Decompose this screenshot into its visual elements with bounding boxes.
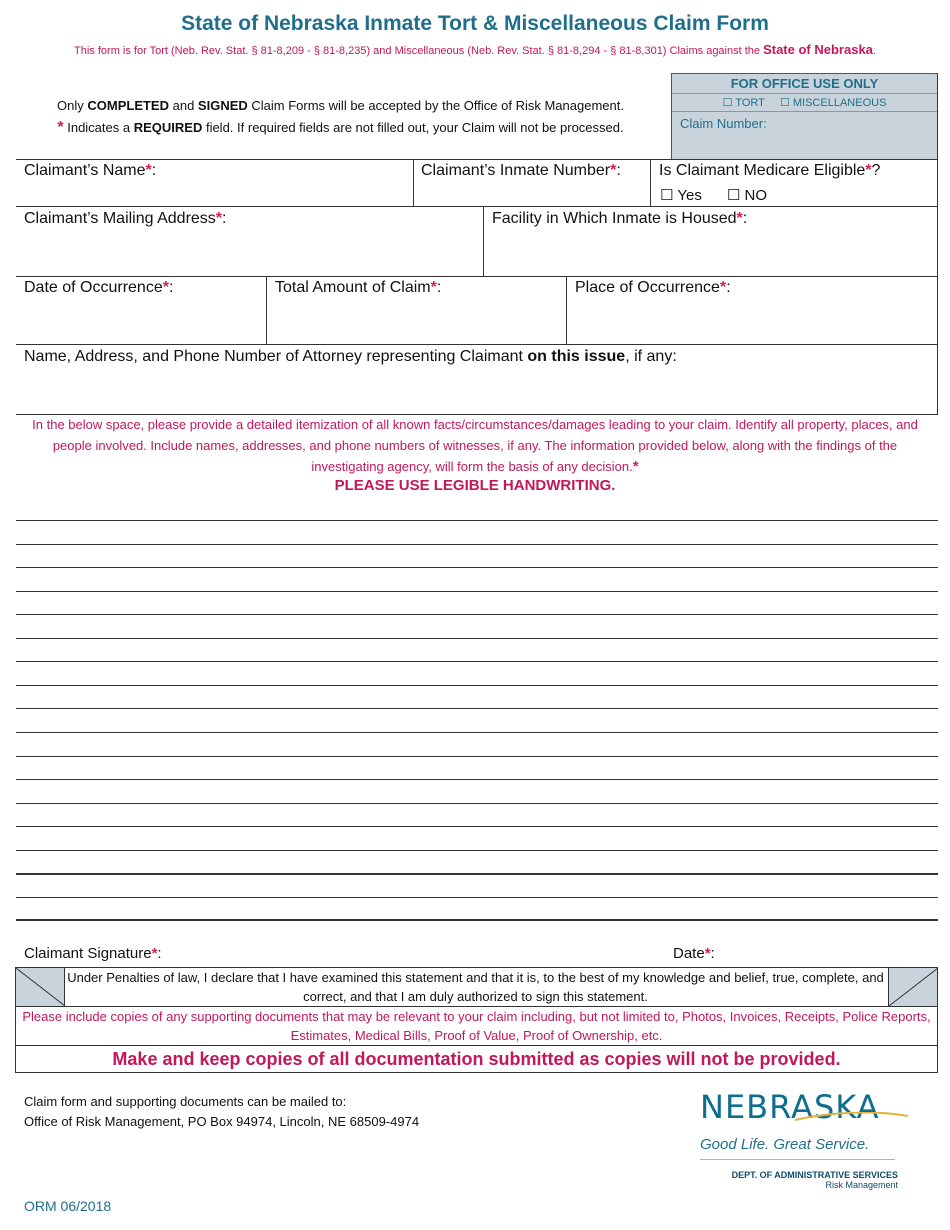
required-star: * — [215, 210, 223, 227]
medicare-no-label: NO — [744, 187, 767, 204]
writing-line — [16, 591, 938, 592]
notice-completed: COMPLETED — [87, 98, 169, 113]
medicare-yes-label: Yes — [677, 187, 702, 204]
writing-line — [16, 567, 938, 568]
diagonal-right-icon — [889, 968, 938, 1006]
writing-line — [16, 919, 938, 921]
logo-swoosh-icon — [700, 1112, 910, 1122]
writing-line — [16, 661, 938, 662]
facility-field[interactable] — [492, 210, 747, 228]
total-amount-label: Total Amount of Claim — [275, 279, 431, 296]
form-subtitle — [0, 42, 950, 57]
writing-line — [16, 873, 938, 875]
medicare-field — [659, 162, 880, 180]
mailing-address-label: Claimant’s Mailing Address — [24, 210, 216, 227]
required-star: * — [430, 279, 437, 296]
writing-line — [16, 850, 938, 851]
attorney-label: Name, Address, and Phone Number of Attorney representing Claimant — [24, 348, 528, 365]
writing-line — [16, 614, 938, 615]
field-colon: : — [710, 945, 715, 962]
diagonal-left-icon — [16, 968, 65, 1006]
logo-divider — [700, 1159, 895, 1160]
total-amount-field[interactable] — [275, 279, 441, 297]
facility-label: Facility in Which Inmate is Housed — [492, 210, 737, 227]
grid-line — [566, 276, 567, 345]
claimant-name-label: Claimant’s Name — [24, 162, 146, 179]
logo-tagline: Good Life. Great Service. — [700, 1136, 870, 1153]
field-colon: : — [151, 162, 157, 179]
field-colon: : — [726, 279, 731, 296]
claimant-name-field[interactable] — [24, 162, 156, 180]
tort-checkbox[interactable]: ☐ — [722, 97, 733, 109]
required-star: * — [736, 210, 743, 227]
itemization-instructions — [20, 414, 930, 477]
tort-label: TORT — [735, 97, 765, 109]
office-use-box — [671, 73, 938, 160]
required-star: * — [145, 162, 152, 179]
legible-handwriting-note: PLEASE USE LEGIBLE HANDWRITING. — [334, 477, 616, 494]
medicare-no-checkbox[interactable]: ☐ — [726, 187, 741, 204]
field-colon: : — [742, 210, 748, 227]
medicare-question-mark: ? — [871, 162, 881, 179]
attorney-suffix: , if any: — [625, 348, 677, 365]
signature-field[interactable] — [24, 945, 162, 962]
misc-label: MISCELLANEOUS — [792, 97, 887, 109]
mailing-line: Claim form and supporting documents can be mailed to: — [24, 1094, 347, 1109]
required-star: * — [610, 162, 617, 179]
keep-copies-note: Make and keep copies of all documentation submitted as copies will not be provided. — [15, 1045, 938, 1073]
writing-line — [16, 756, 938, 757]
medicare-options — [660, 186, 767, 204]
grid-line — [266, 276, 267, 345]
writing-line — [16, 826, 938, 827]
place-occurrence-label: Place of Occurrence — [575, 279, 720, 296]
date-occurrence-field[interactable] — [24, 279, 173, 297]
notice-signed: SIGNED — [197, 98, 248, 113]
required-star: * — [151, 945, 158, 962]
grid-line — [650, 159, 651, 207]
form-title: State of Nebraska Inmate Tort & Miscellaneous Claim Form — [181, 12, 769, 35]
writing-line — [16, 544, 938, 545]
grid-line — [413, 159, 414, 207]
grid-line — [16, 206, 938, 207]
office-use-title: FOR OFFICE USE ONLY — [672, 74, 937, 94]
medicare-label: Is Claimant Medicare Eligible — [659, 162, 866, 179]
date-field[interactable] — [673, 945, 715, 962]
logo-division: Risk Management — [825, 1180, 898, 1190]
writing-line — [16, 779, 938, 780]
date-label: Date — [673, 945, 705, 962]
signature-label: Claimant Signature — [24, 945, 152, 962]
claim-number-label: Claim Number: — [680, 116, 767, 131]
instructions-text: In the below space, please provide a detailed itemization of all known facts/circumstances/damages leading to your claim. Identify all property, places, and people involved. Include names, addresses, and phone numbers of witnesses, if any. The information provided below, along with the findings of the investigating agency, will form the basis of any decision. — [32, 417, 918, 474]
misc-checkbox[interactable]: ☐ — [779, 97, 790, 109]
penalty-declaration: Under Penalties of law, I declare that I have examined this statement and that it is, to the best of my knowledge and belief, true, complete, and correct, and that I am duly authorized to sign this statement. — [67, 970, 884, 1004]
subtitle-state: State of Nebraska — [763, 42, 873, 57]
subtitle-period: . — [872, 45, 876, 57]
office-use-type — [672, 94, 937, 112]
field-colon: : — [157, 945, 162, 962]
grid-line — [483, 206, 484, 277]
notice-text: and — [169, 98, 198, 113]
form-id: ORM 06/2018 — [24, 1198, 112, 1214]
completion-notice — [18, 95, 663, 139]
corner-slash-left — [16, 968, 65, 1006]
writing-line — [16, 803, 938, 804]
supporting-documents-note: Please include copies of any supporting documents that may be relevant to your claim including, but not limited to, Photos, Invoices, Receipts, Police Reports, Estimates, Medical Bills, Proof of Value, Proof of Ownership, etc. — [15, 1007, 938, 1045]
writing-line — [16, 520, 938, 521]
date-occurrence-label: Date of Occurrence — [24, 279, 163, 296]
writing-line — [16, 638, 938, 639]
writing-line — [16, 732, 938, 733]
field-colon: : — [168, 279, 174, 296]
grid-line — [937, 73, 938, 415]
logo-department: DEPT. OF ADMINISTRATIVE SERVICES — [731, 1170, 898, 1180]
attorney-field[interactable] — [24, 348, 677, 366]
grid-line — [16, 276, 938, 277]
nebraska-das-logo — [700, 1088, 910, 1198]
medicare-yes-checkbox[interactable]: ☐ — [660, 187, 674, 204]
writing-line — [16, 708, 938, 709]
field-colon: : — [222, 210, 227, 227]
corner-slash-right — [888, 968, 937, 1006]
writing-line — [16, 685, 938, 686]
place-occurrence-field[interactable] — [575, 279, 731, 297]
mailing-address: Office of Risk Management, PO Box 94974, Lincoln, NE 68509-4974 — [24, 1114, 420, 1129]
grid-line — [16, 159, 938, 160]
notice-text: Indicates a — [63, 120, 134, 135]
subtitle-text: This form is for Tort (Neb. Rev. Stat. § 81-8,209 - § 81-8,235) and Miscellaneous (Neb. Rev. Stat. § 81-8,294 - § 81-8,301) Claims against the — [74, 45, 764, 57]
mailing-address-field[interactable] — [24, 210, 226, 228]
inmate-number-label: Claimant’s Inmate Number — [421, 162, 611, 179]
required-star: * — [162, 279, 169, 296]
required-star: * — [57, 119, 64, 136]
required-star: * — [719, 279, 727, 296]
mailing-instructions — [24, 1092, 419, 1132]
notice-text: field. If required fields are not filled out, your Claim will not be processed. — [202, 120, 624, 135]
notice-text: Claim Forms will be accepted by the Office of Risk Management. — [247, 98, 624, 113]
writing-line — [16, 897, 938, 898]
required-star: * — [704, 945, 711, 962]
grid-line — [16, 344, 938, 345]
logo-wordmark: NEBRASKA — [700, 1088, 880, 1126]
notice-required: REQUIRED — [133, 120, 203, 135]
field-colon: : — [436, 279, 442, 296]
notice-text: Only — [57, 98, 88, 113]
attorney-emphasis: on this issue — [527, 348, 626, 365]
required-star: * — [865, 162, 872, 179]
field-colon: : — [616, 162, 621, 179]
inmate-number-field[interactable] — [421, 162, 621, 180]
required-star: * — [632, 458, 639, 475]
